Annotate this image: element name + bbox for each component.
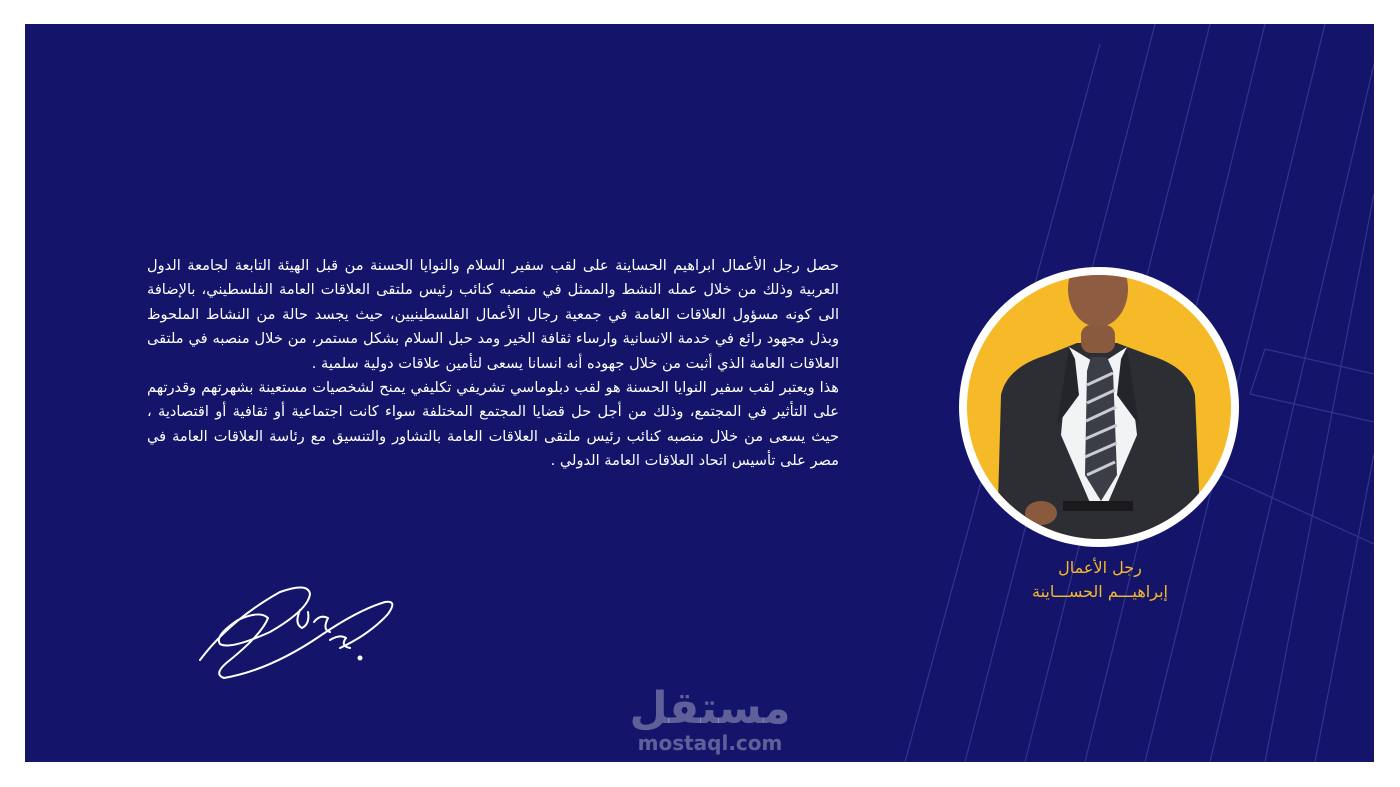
portrait-background: [967, 275, 1231, 539]
portrait-frame: [959, 267, 1239, 547]
biography-paragraph-2: هذا ويعتبر لقب سفير النوايا الحسنة هو لقب دبلوماسي تشريفي تكليفي يمنح لشخصيات مستعينة بشهرتهم وقدرتهم على التأثير في المجتمع، وذلك من أجل حل قضايا المجتمع المختلفة سواء كانت اجتماعية أو ثقافية أو اقتصادية ، حيث يسعى من خلال منصبه كنائب رئيس ملتقى العلاقات العامة بالتشاور والتنسيق مع رئاسة العلاقات العامة في مصر على تأسيس اتحاد العلاقات العامة الدولي .: [147, 379, 839, 470]
poster-canvas: [25, 24, 1374, 762]
profile-role: رجل الأعمال: [1058, 558, 1142, 577]
portrait-photo: [967, 275, 1231, 539]
watermark-logo: مستقل: [629, 683, 791, 734]
site-watermark: [585, 683, 835, 755]
profile-caption: [965, 556, 1235, 604]
biography-text: [147, 254, 839, 474]
watermark-url: mostaql.com: [637, 731, 783, 755]
biography-paragraph-1: حصل رجل الأعمال ابراهيم الحساينة على لقب سفير السلام والنوايا الحسنة من قبل الهيئة التابعة لجامعة الدول العربية وذلك من خلال عمله النشط والممثل في منصبه كنائب رئيس ملتقى العلاقات العامة الفلسطيني، بالإضافة الى كونه مسؤول العلاقات العامة في جمعية رجال الأعمال الفلسطينيين، حيث يجسد حالة من النشاط الملحوظ وبذل مجهود رائع في خدمة الانسانية وارساء ثقافة الخير ومد حبل السلام بشكل مستمر، من خلال منصبه في ملتقى العلاقات العامة الذي أثبت من خلال جهوده أنه انسانا يسعى لتأمين علاقات دولية سلمية .: [147, 257, 839, 372]
handwritten-signature-icon: [190, 580, 400, 690]
profile-name: إبراهيـــم الحســـاينة: [1032, 582, 1168, 601]
